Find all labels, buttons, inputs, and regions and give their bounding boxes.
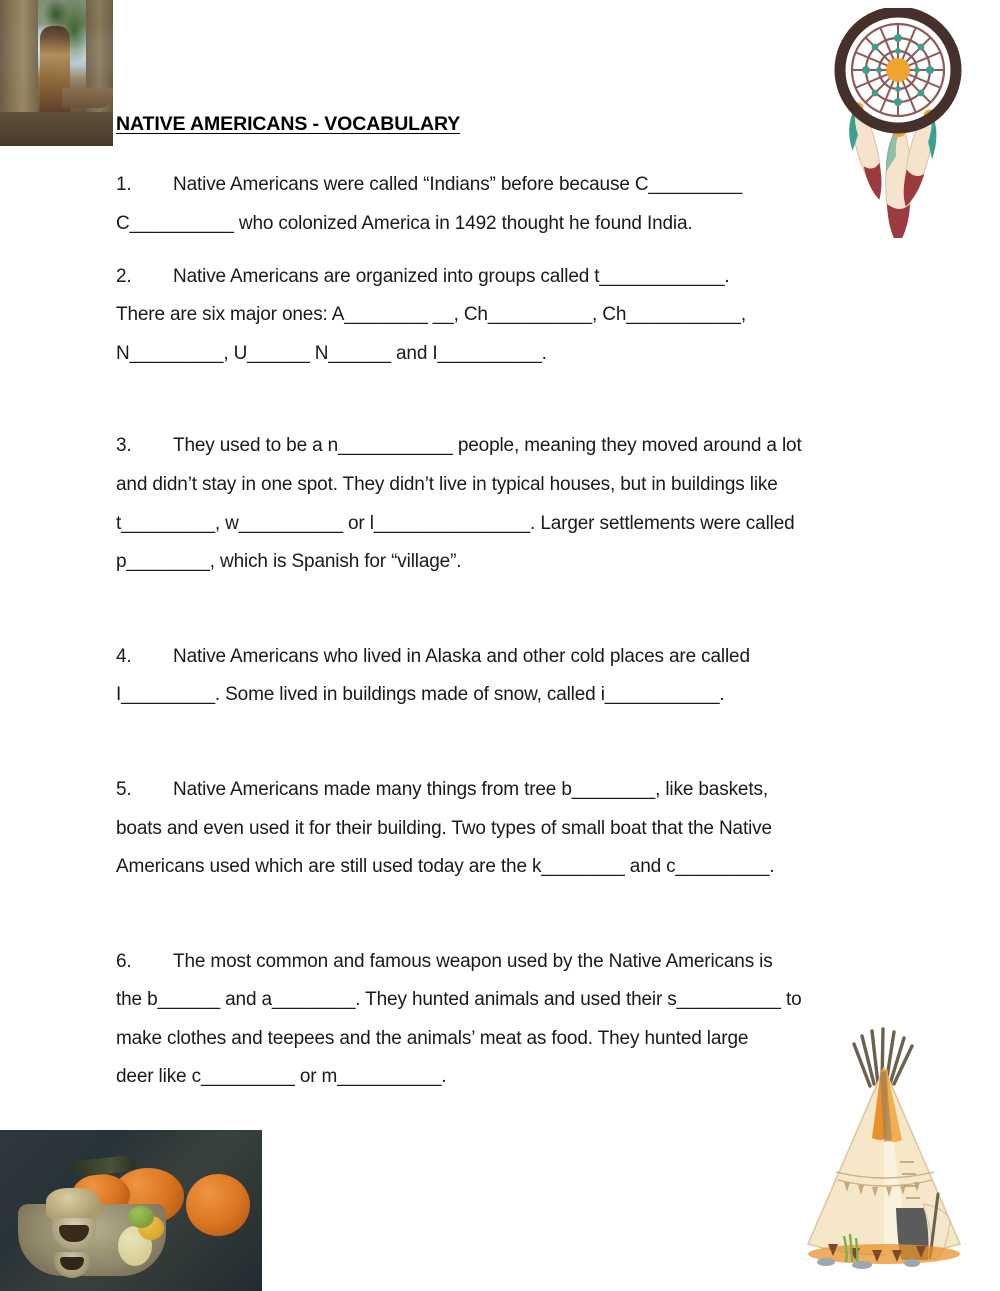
question-6-number: 6. (116, 950, 132, 972)
question-1-line-1: Native Americans were called “Indians” before because C_________ (173, 174, 743, 196)
gourd-green (128, 1206, 154, 1228)
page-title: NATIVE AMERICANS - VOCABULARY (116, 113, 461, 135)
question-5-number: 5. (116, 778, 132, 800)
question-5-line-3: Americans used which are still used today are the k________ and c_________. (116, 856, 775, 878)
question-6-line-3: make clothes and teepees and the animals’ meat as food. They hunted large (116, 1027, 749, 1049)
question-4-line-2: I_________. Some lived in buildings made of snow, called i___________. (116, 684, 725, 706)
dreamcatcher-web (852, 24, 944, 116)
question-6-line-4: deer like c_________ or m__________. (116, 1066, 447, 1088)
harvest-pumpkins-and-baskets-photo (0, 1130, 262, 1291)
question-5 (116, 771, 886, 887)
teepee-illustration (788, 1022, 978, 1277)
question-3-number: 3. (116, 435, 132, 457)
question-4-line-1: Native Americans who lived in Alaska and other cold places are called (173, 645, 750, 667)
question-3-line-2: and didn’t stay in one spot. They didn’t live in typical houses, but in buildings like (116, 473, 778, 495)
question-5-line-2: boats and even used it for their building. Two types of small boat that the Native (116, 817, 772, 839)
worksheet-content (116, 112, 886, 1097)
riverbank-ground (0, 112, 113, 146)
canoe-shape (62, 88, 113, 108)
question-2-line-3: N_________, U______ N______ and I__________. (116, 342, 547, 364)
question-2-line-2: There are six major ones: A________ __, Ch__________, Ch___________, (116, 304, 746, 326)
question-1 (116, 166, 886, 243)
question-4 (116, 638, 886, 715)
question-3-line-3: t_________, w__________ or l_______________. Larger settlements were called (116, 512, 795, 534)
question-3-line-1: They used to be a n___________ people, meaning they moved around a lot (173, 435, 802, 457)
question-6-line-1: The most common and famous weapon used by the Native Americans is (173, 950, 773, 972)
question-2-number: 2. (116, 265, 132, 287)
question-3 (116, 427, 886, 581)
question-5-line-1: Native Americans made many things from tree b________, like baskets, (173, 778, 768, 800)
question-1-line-2: C__________ who colonized America in 1492 thought he found India. (116, 212, 693, 234)
pumpkin-right (186, 1174, 250, 1236)
native-american-by-tree-and-river-photo (0, 0, 113, 146)
question-2 (116, 258, 886, 374)
question-1-number: 1. (116, 174, 132, 196)
question-6 (116, 943, 886, 1097)
question-4-number: 4. (116, 645, 132, 667)
question-3-line-4: p________, which is Spanish for “village”. (116, 551, 462, 573)
bread-loaf (46, 1188, 100, 1222)
question-6-line-2: the b______ and a________. They hunted animals and used their s__________ to (116, 989, 802, 1011)
question-2-line-1: Native Americans are organized into groups called t____________. (173, 265, 730, 287)
